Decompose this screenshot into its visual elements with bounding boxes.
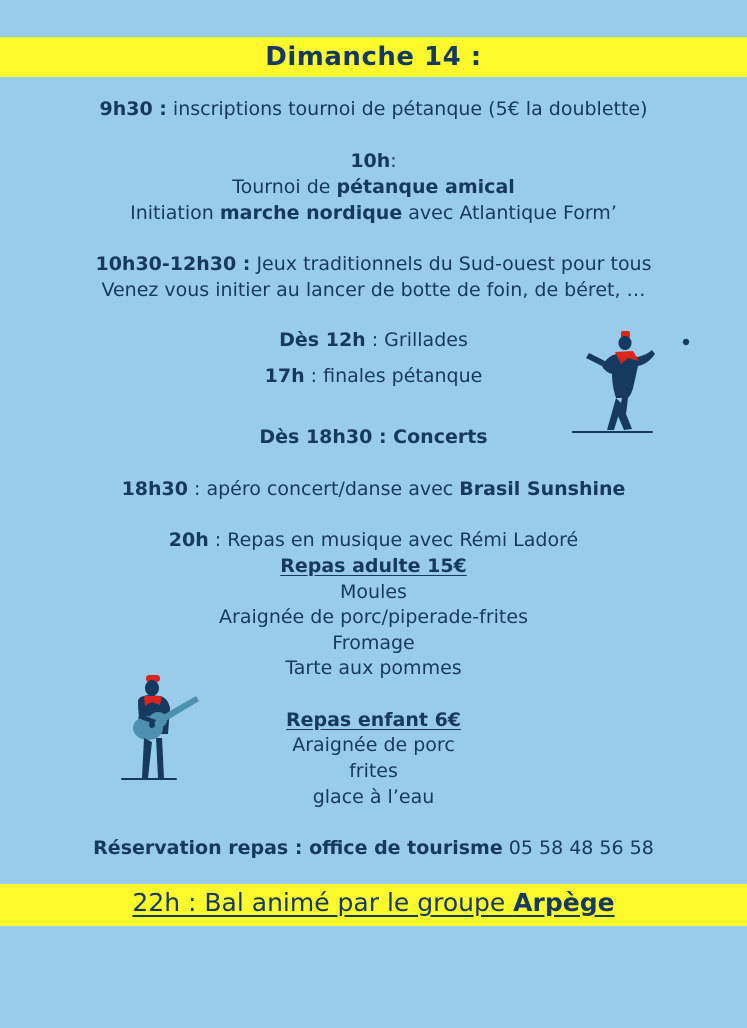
- ten-heading: [0, 148, 747, 174]
- finales-text: : finales pétanque: [304, 365, 483, 387]
- inscriptions-text: inscriptions tournoi de pétanque (5€ la doublette): [166, 98, 648, 120]
- menu-enfant-title: Repas enfant 6€: [285, 709, 462, 731]
- bal-prefix: 22h : Bal animé par le groupe: [132, 888, 514, 917]
- grillades-text: : Grillades: [365, 329, 468, 351]
- day-title: Dimanche 14 :: [265, 42, 482, 72]
- ten-time: 10h: [350, 150, 391, 172]
- jeux-line: [0, 251, 747, 277]
- reservation-label: Réservation repas : office de tourisme: [93, 837, 503, 859]
- initiation-line: [0, 200, 747, 226]
- bal-line: [132, 884, 614, 922]
- tournoi-bold: pétanque amical: [336, 176, 515, 198]
- menu-enfant-item: Araignée de porc: [292, 734, 455, 756]
- repas-time: 20h: [168, 529, 209, 551]
- tournoi-prefix: Tournoi de: [232, 176, 337, 198]
- menu-adulte-item: Moules: [340, 581, 407, 603]
- jeux-time: 10h30-12h30 :: [95, 253, 251, 275]
- menu-adulte-item: Tarte aux pommes: [285, 657, 462, 679]
- ten-sep: :: [390, 150, 397, 172]
- apero-line: [0, 476, 747, 502]
- inscriptions-line: [0, 96, 747, 122]
- menu-adulte-item: Fromage: [332, 632, 415, 654]
- apero-band: Brasil Sunshine: [459, 478, 626, 500]
- menu-adulte-item: Araignée de porc/piperade-frites: [219, 606, 528, 628]
- apero-time: 18h30: [121, 478, 188, 500]
- jeux-text: Jeux traditionnels du Sud-ouest pour tous: [250, 253, 652, 275]
- petanque-player-icon: [572, 328, 694, 436]
- header-band: [0, 37, 747, 77]
- concerts-line: Dès 18h30 : Concerts: [259, 426, 488, 448]
- menu-enfant-item: frites: [349, 760, 398, 782]
- finales-time: 17h: [264, 365, 305, 387]
- initiation-prefix: Initiation: [130, 202, 220, 224]
- grillades-time: Dès 12h: [279, 329, 366, 351]
- footer-band: [0, 884, 747, 926]
- guitar-player-icon: [118, 672, 204, 784]
- jeux-line-2: Venez vous initier au lancer de botte de foin, de béret, …: [101, 279, 646, 301]
- tournoi-line: [0, 174, 747, 200]
- reservation-line: [0, 835, 747, 861]
- menu-enfant-item: glace à l’eau: [312, 786, 435, 808]
- repas-text: : Repas en musique avec Rémi Ladoré: [208, 529, 579, 551]
- reservation-phone: 05 58 48 56 58: [502, 837, 654, 859]
- repas-line: [0, 527, 747, 553]
- initiation-bold: marche nordique: [219, 202, 403, 224]
- initiation-suffix: avec Atlantique Form’: [402, 202, 617, 224]
- apero-text: : apéro concert/danse avec: [188, 478, 460, 500]
- menu-adulte-title: Repas adulte 15€: [280, 555, 467, 577]
- inscriptions-time: 9h30 :: [99, 98, 167, 120]
- bal-group: Arpège: [513, 888, 615, 917]
